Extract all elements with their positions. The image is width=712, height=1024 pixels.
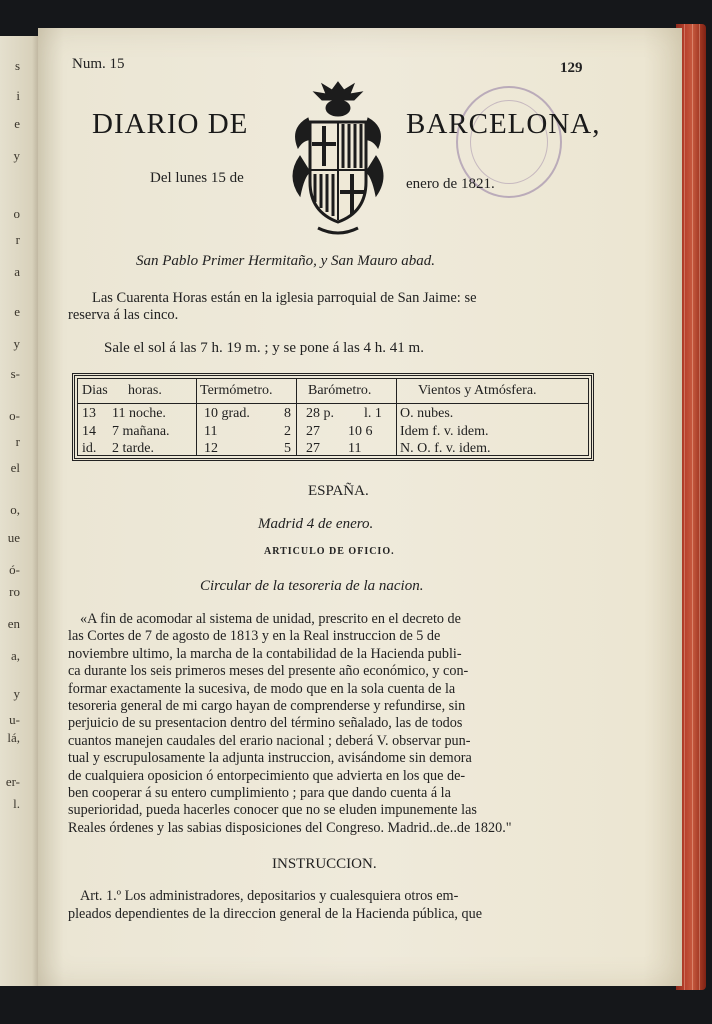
left-page-fragment: ue <box>7 530 20 545</box>
page-edge-line <box>684 24 685 990</box>
sunrise-sunset: Sale el sol á las 7 h. 19 m. ; y se pone á las 4 h. 41 m. <box>104 340 424 356</box>
left-page-fragment: o, <box>10 502 20 517</box>
left-page-fragment: ó- <box>9 562 20 577</box>
left-page-fragment: lá, <box>7 730 20 745</box>
body-line: Reales órdenes y las sabias disposiciones del Congreso. Madrid..de..de 1820." <box>68 819 512 836</box>
row2-hora: 7 mañana. <box>112 424 170 439</box>
circular-title: Circular de la tesoreria de la nacion. <box>200 578 424 594</box>
date-left: Del lunes 15 de <box>150 170 244 186</box>
row1-termometro: 10 grad. <box>204 406 250 421</box>
row2-vientos: Idem f. v. idem. <box>400 424 489 439</box>
header-barometro: Barómetro. <box>308 383 372 398</box>
left-page-fragment: el <box>10 460 20 475</box>
row1-dia: 13 <box>82 406 96 421</box>
date-right: enero de 1821. <box>406 176 495 192</box>
row3-vientos: N. O. f. v. idem. <box>400 441 491 456</box>
row3-hora: 2 tarde. <box>112 441 154 456</box>
left-page-fragment: s- <box>10 366 20 381</box>
left-page-fragment: a <box>14 264 20 279</box>
cuarenta-horas-line-1: Las Cuarenta Horas están en la iglesia parroquial de San Jaime: se <box>92 290 477 306</box>
body-line: tual y escrupulosamente la adjunta instruccion, avisándome sin demora <box>68 750 472 767</box>
left-page-fragment: o- <box>9 408 20 423</box>
left-page-fragment: r <box>15 434 20 449</box>
left-page-fragment: en <box>7 616 20 631</box>
left-page-edge <box>0 36 40 986</box>
row2-barometro: 27 <box>306 424 320 439</box>
row2-baro-frac: 10 6 <box>348 424 373 439</box>
saints-of-day: San Pablo Primer Hermitaño, y San Mauro abad. <box>136 253 436 269</box>
row2-termometro: 11 <box>204 424 218 439</box>
left-page-fragment: o <box>13 206 20 221</box>
body-line: las Cortes de 7 de agosto de 1813 y en la Real instruccion de 5 de <box>68 628 441 645</box>
newspaper-page <box>38 28 682 986</box>
weather-table <box>72 373 594 461</box>
page-edge-line <box>692 24 693 990</box>
section-espana: ESPAÑA. <box>308 483 369 499</box>
row2-dia: 14 <box>82 424 96 439</box>
body-line: noviembre ultimo, la marcha de la contabilidad de la Hacienda publi- <box>68 645 462 662</box>
row3-baro-frac: 11 <box>348 441 362 456</box>
row1-hora: 11 noche. <box>112 406 166 421</box>
instruccion-title: INSTRUCCION. <box>272 856 377 872</box>
body-line: superioridad, pueda hacerles conocer que no se eluden impunemente las <box>68 802 477 819</box>
body-line: tesoreria general de mi cargo hayan de comprenderse y refundirse, sin <box>68 698 466 714</box>
body-line: ben cooperar á su entero cumplimiento ; para que dando cuenta á la <box>68 785 451 801</box>
body-line: cuantos manejen caudales del erario nacional ; deberá V. observar pun- <box>68 732 471 749</box>
row2-termo-frac: 2 <box>284 424 291 439</box>
row1-baro-frac: l. 1 <box>364 406 382 421</box>
cuarenta-horas-line-2: reserva á las cinco. <box>68 307 179 323</box>
left-page-fragment: e <box>14 116 20 131</box>
row3-dia: id. <box>82 441 97 456</box>
masthead-right: BARCELONA, <box>406 108 601 140</box>
left-page-fragment: y <box>13 686 20 701</box>
left-page-fragment: u- <box>9 712 20 727</box>
coat-of-arms-icon <box>278 78 398 238</box>
body-line: de cualquiera oposicion ó entorpecimiento que advierta en los que de- <box>68 767 466 784</box>
header-termometro: Termómetro. <box>200 383 273 398</box>
left-page-fragment: ro <box>9 584 20 599</box>
masthead-left: DIARIO DE <box>92 108 249 140</box>
body-line: «A fin de acomodar al sistema de unidad, prescrito en el decreto de <box>80 611 461 627</box>
left-page-fragment: a, <box>10 648 20 663</box>
left-page-fragment: s <box>14 58 20 73</box>
left-page-fragment: er- <box>5 774 20 789</box>
row1-barometro: 28 p. <box>306 406 334 421</box>
dateline: Madrid 4 de enero. <box>258 516 374 532</box>
header-horas: horas. <box>128 383 162 398</box>
left-page-fragment: y <box>13 336 20 351</box>
row1-vientos: O. nubes. <box>400 406 454 421</box>
page-number: 129 <box>560 60 583 76</box>
instruccion-line: pleados dependientes de la direccion general de la Hacienda pública, que <box>68 906 483 922</box>
row3-termometro: 12 <box>204 441 218 456</box>
left-page-fragment: l. <box>13 796 20 811</box>
issue-number: Num. 15 <box>72 56 125 72</box>
instruccion-line: Art. 1.º Los administradores, depositarios y cualesquiera otros em- <box>80 888 459 904</box>
left-page-fragment: i <box>16 88 20 103</box>
left-page-fragment: r <box>15 232 20 247</box>
body-line: formar exactamente la sucesiva, de modo que en la sola cuenta de la <box>68 680 456 697</box>
header-vientos: Vientos y Atmósfera. <box>418 383 537 398</box>
left-page-fragment: e <box>14 304 20 319</box>
row1-termo-frac: 8 <box>284 406 291 421</box>
body-line: ca durante los seis primeros meses del presente año económico, y con- <box>68 663 469 680</box>
page-edge-line <box>699 24 700 990</box>
article-kicker: ARTICULO DE OFICIO. <box>264 546 395 557</box>
left-page-fragment: y <box>13 148 20 163</box>
row3-termo-frac: 5 <box>284 441 291 456</box>
body-line: perjuicio de su presentacion dentro del término señalado, las de todos <box>68 715 463 732</box>
row3-barometro: 27 <box>306 441 320 456</box>
header-dias: Dias <box>82 383 108 398</box>
